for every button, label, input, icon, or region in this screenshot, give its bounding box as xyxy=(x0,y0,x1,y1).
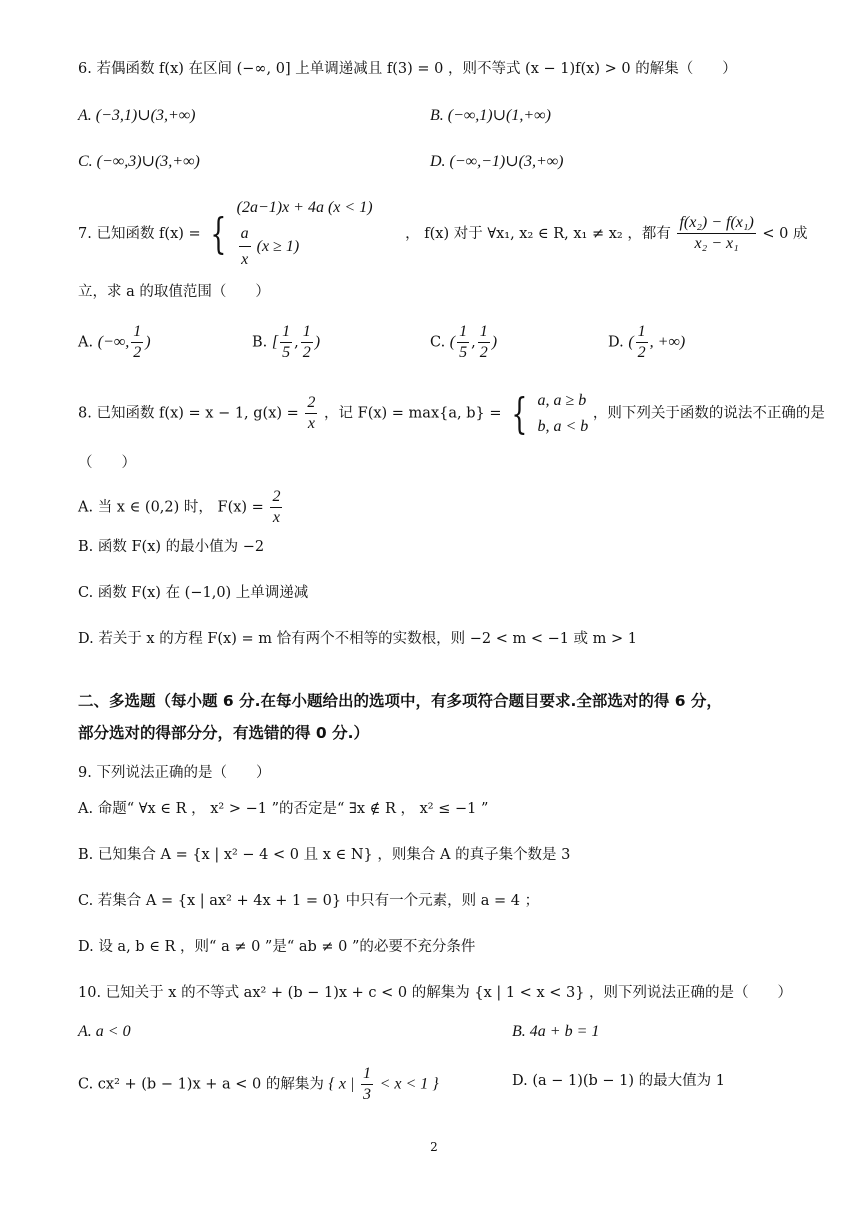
q9-option-d: D. 设 a, b ∈ R ，则“ a ≠ 0 ”是“ ab ≠ 0 ”的必要不充分条件 xyxy=(78,939,476,955)
q8-max-cases: a, a ≥ b b, a < b xyxy=(537,392,589,435)
q10-option-b: B. 4a + b = 1 xyxy=(512,1023,600,1040)
q9-option-a: A. 命题“ ∀x ∈ R ， x² > −1 ”的否定是“ ∃x ∉ R ， x² ≤ −1 ” xyxy=(78,801,489,817)
q8-stem: 8. 已知函数 f(x) = x − 1, g(x) = $\frac{2}{x}$ ，记 F(x) = max{a, b} = { a, a ≥ b b, a < b ，则下列关于函数的说法不正确的是 xyxy=(78,388,825,438)
q8-option-a: A. 当 x ∈ (0,2) 时， F(x) = $\frac{2}{x}$ xyxy=(78,488,281,526)
q8-stem-line2: （ ） xyxy=(78,455,136,471)
q7-option-d: D. ( $\frac{1}{2}$ , +∞) xyxy=(608,323,686,361)
q6-option-a: A. (−3,1)∪(3,+∞) xyxy=(78,107,196,124)
section2-heading-line2: 部分选对的得部分分，有选错的得 0 分.） xyxy=(78,724,369,742)
q10-option-d: D. (a − 1)(b − 1) 的最大值为 1 xyxy=(512,1073,726,1089)
q6-option-c: C. (−∞,3)∪(3,+∞) xyxy=(78,153,200,170)
q6-option-d: D. (−∞,−1)∪(3,+∞) xyxy=(430,153,564,170)
q7-option-b: B. [ $\frac{1}{5}$ , $\frac{1}{2}$ ) xyxy=(252,323,321,361)
q7-option-c: C. ( $\frac{1}{5}$ , $\frac{1}{2}$ ) xyxy=(430,323,498,361)
left-brace: { xyxy=(210,208,227,258)
q7-option-a: A. (−∞, $\frac{1}{2}$ ) xyxy=(78,323,151,361)
q10-option-c: C. cx² + (b − 1)x + a < 0 的解集为 { x | $\frac{1}{3}$ < x < 1 } xyxy=(78,1065,439,1103)
q7-stem: 7. 已知函数 f(x) = { (2a−1)x + 4a (x < 1) $\frac{a}{x}$ (x ≥ 1) ， f(x) 对于 ∀x₁, x₂ ∈ R, x₁ ≠ x₂ ，都有 $\frac{\text{f(x₂) − f(x₁)}}{\text{x₂ − x₁}}$ < 0 成 xyxy=(78,195,807,273)
q8-option-d: D. 若关于 x 的方程 F(x) = m 恰有两个不相等的实数根，则 −2 < m < −1 或 m > 1 xyxy=(78,631,638,647)
q8-option-c: C. 函数 F(x) 在 (−1,0) 上单调递减 xyxy=(78,585,309,601)
q9-option-b: B. 已知集合 A = {x | x² − 4 < 0 且 x ∈ N} ，则集合 A 的真子集个数是 3 xyxy=(78,847,571,863)
q10-option-a: A. a < 0 xyxy=(78,1023,131,1040)
q8-option-b: B. 函数 F(x) 的最小值为 −2 xyxy=(78,539,265,555)
q10-stem: 10. 已知关于 x 的不等式 ax² + (b − 1)x + c < 0 的解集为 {x | 1 < x < 3} ，则下列说法正确的是（ ） xyxy=(78,985,793,1001)
q9-stem: 9. 下列说法正确的是（ ） xyxy=(78,765,271,781)
q6-stem: 6. 若偶函数 f(x) 在区间 (−∞, 0] 上单调递减且 f(3) = 0 ，则不等式 (x − 1)f(x) > 0 的解集（ ） xyxy=(78,61,737,77)
q7-piecewise: (2a−1)x + 4a (x < 1) $\frac{a}{x}$ (x ≥ 1) xyxy=(236,199,373,269)
q7-difference-quotient: $\frac{\text{f(x₂) − f(x₁)}}{\text{x₂ − x₁}}$ xyxy=(679,214,754,253)
q6-option-b: B. (−∞,1)∪(1,+∞) xyxy=(430,107,551,124)
q9-option-c: C. 若集合 A = {x | ax² + 4x + 1 = 0} 中只有一个元素，则 a = 4 ； xyxy=(78,893,540,909)
section2-heading: 二、多选题（每小题 6 分.在每小题给出的选项中，有多项符合题目要求.全部选对的得 6 分， xyxy=(78,692,722,710)
left-brace: { xyxy=(511,388,528,438)
page-number: 2 xyxy=(430,1140,438,1154)
q7-stem-line2: 立，求 a 的取值范围（ ） xyxy=(78,284,270,300)
